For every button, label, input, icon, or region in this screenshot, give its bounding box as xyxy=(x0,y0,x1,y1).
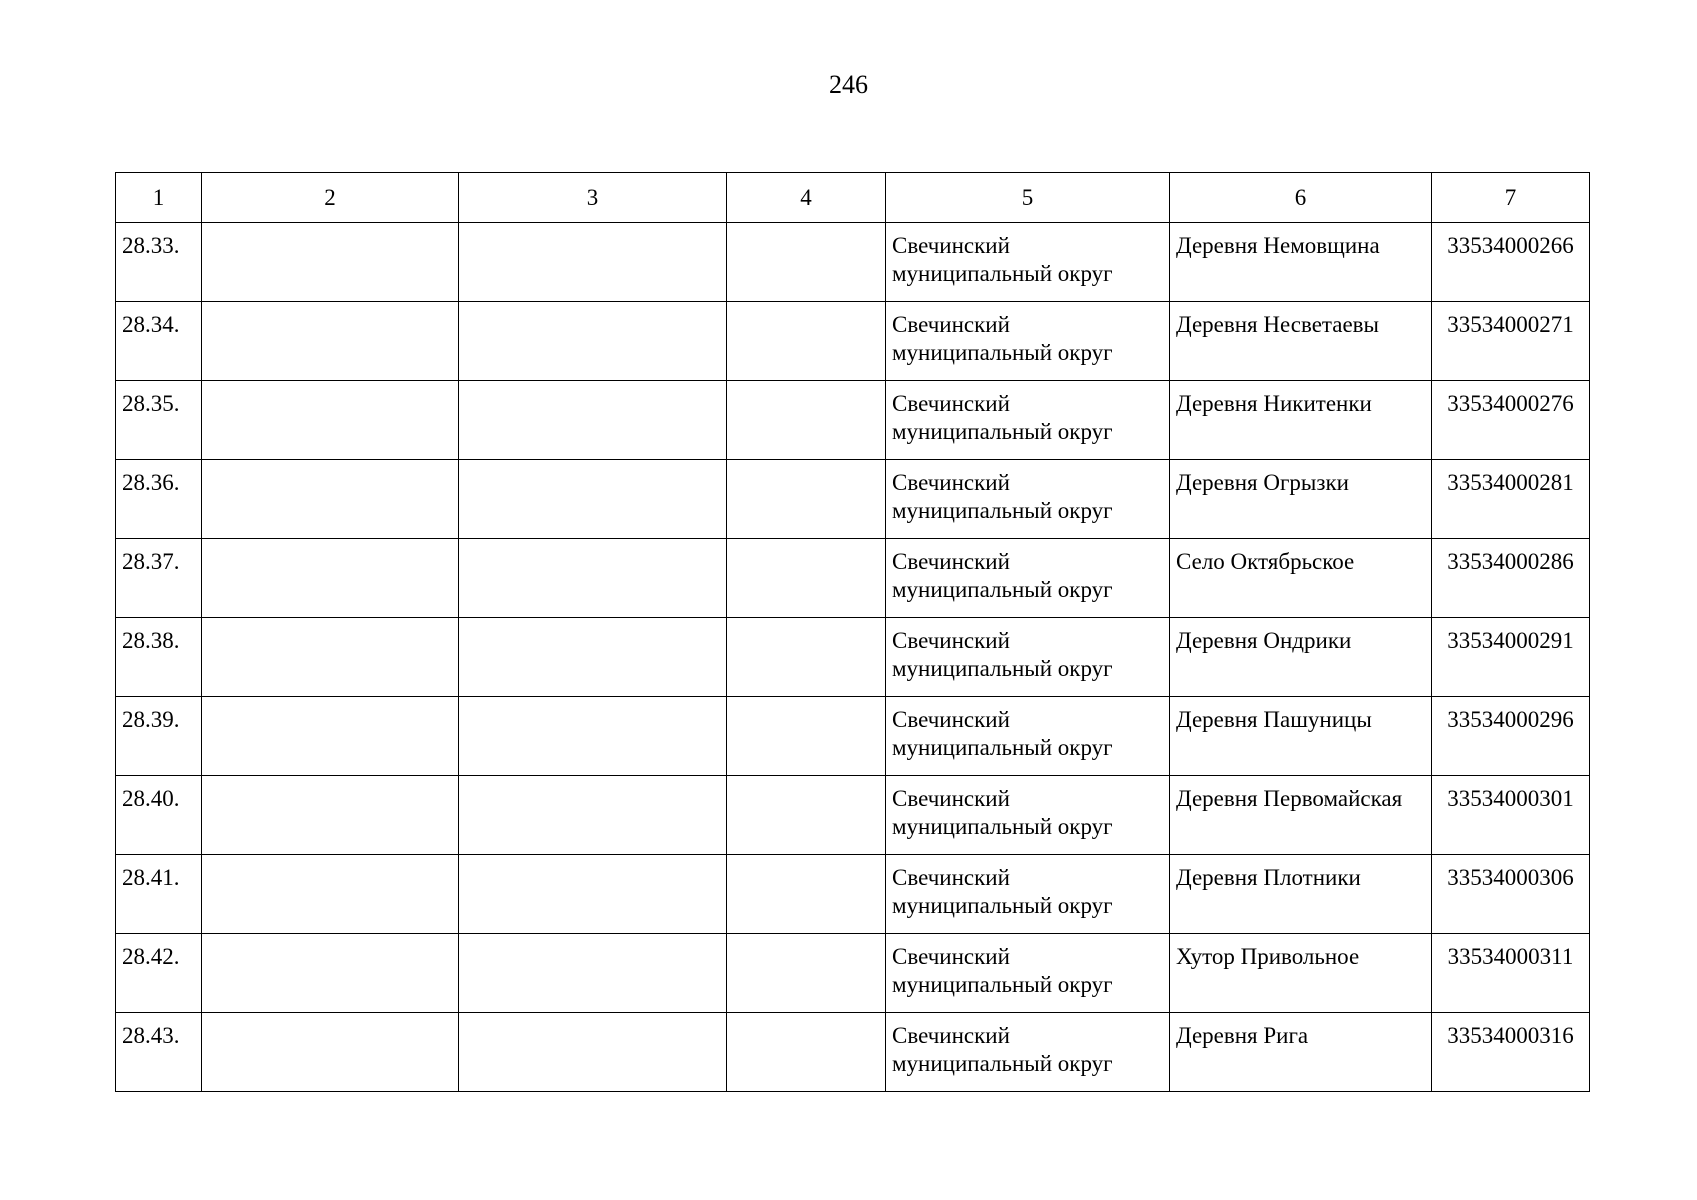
district-cell: Свечинский муниципальный округ xyxy=(886,697,1170,776)
empty-cell xyxy=(727,934,886,1013)
district-cell: Свечинский муниципальный округ xyxy=(886,1013,1170,1092)
empty-cell xyxy=(202,776,459,855)
empty-cell xyxy=(202,460,459,539)
empty-cell xyxy=(727,1013,886,1092)
column-header: 3 xyxy=(459,173,727,223)
table-row xyxy=(116,1013,1590,1092)
table-row xyxy=(116,460,1590,539)
table-row xyxy=(116,934,1590,1013)
table-row xyxy=(116,776,1590,855)
row-number-cell: 28.38. xyxy=(116,618,202,697)
district-cell: Свечинский муниципальный округ xyxy=(886,776,1170,855)
table-row xyxy=(116,855,1590,934)
empty-cell xyxy=(727,697,886,776)
empty-cell xyxy=(202,539,459,618)
empty-cell xyxy=(459,539,727,618)
row-number-cell: 28.39. xyxy=(116,697,202,776)
row-number-cell: 28.33. xyxy=(116,223,202,302)
table-row xyxy=(116,302,1590,381)
code-cell: 33534000276 xyxy=(1432,381,1590,460)
settlement-cell: Деревня Первомайская xyxy=(1170,776,1432,855)
settlement-cell: Деревня Ондрики xyxy=(1170,618,1432,697)
table-row xyxy=(116,618,1590,697)
empty-cell xyxy=(727,776,886,855)
empty-cell xyxy=(202,223,459,302)
empty-cell xyxy=(202,381,459,460)
empty-cell xyxy=(459,1013,727,1092)
settlement-cell: Деревня Пашуницы xyxy=(1170,697,1432,776)
column-header: 4 xyxy=(727,173,886,223)
settlements-table xyxy=(115,172,1590,1092)
code-cell: 33534000296 xyxy=(1432,697,1590,776)
code-cell: 33534000266 xyxy=(1432,223,1590,302)
code-cell: 33534000291 xyxy=(1432,618,1590,697)
row-number-cell: 28.41. xyxy=(116,855,202,934)
column-header: 6 xyxy=(1170,173,1432,223)
row-number-cell: 28.35. xyxy=(116,381,202,460)
code-cell: 33534000311 xyxy=(1432,934,1590,1013)
table-row xyxy=(116,381,1590,460)
code-cell: 33534000306 xyxy=(1432,855,1590,934)
row-number-cell: 28.36. xyxy=(116,460,202,539)
empty-cell xyxy=(459,460,727,539)
empty-cell xyxy=(727,381,886,460)
table-body xyxy=(116,223,1590,1092)
table-row xyxy=(116,697,1590,776)
empty-cell xyxy=(459,776,727,855)
empty-cell xyxy=(727,618,886,697)
empty-cell xyxy=(459,302,727,381)
empty-cell xyxy=(459,855,727,934)
column-header: 2 xyxy=(202,173,459,223)
empty-cell xyxy=(202,1013,459,1092)
row-number-cell: 28.40. xyxy=(116,776,202,855)
empty-cell xyxy=(202,302,459,381)
district-cell: Свечинский муниципальный округ xyxy=(886,618,1170,697)
code-cell: 33534000281 xyxy=(1432,460,1590,539)
district-cell: Свечинский муниципальный округ xyxy=(886,223,1170,302)
settlement-cell: Деревня Огрызки xyxy=(1170,460,1432,539)
page-number: 246 xyxy=(829,70,868,99)
empty-cell xyxy=(727,302,886,381)
empty-cell xyxy=(727,223,886,302)
row-number-cell: 28.37. xyxy=(116,539,202,618)
empty-cell xyxy=(202,855,459,934)
empty-cell xyxy=(459,381,727,460)
column-header: 1 xyxy=(116,173,202,223)
empty-cell xyxy=(459,934,727,1013)
district-cell: Свечинский муниципальный округ xyxy=(886,381,1170,460)
empty-cell xyxy=(459,618,727,697)
empty-cell xyxy=(727,460,886,539)
row-number-cell: 28.42. xyxy=(116,934,202,1013)
empty-cell xyxy=(727,539,886,618)
settlement-cell: Деревня Плотники xyxy=(1170,855,1432,934)
district-cell: Свечинский муниципальный округ xyxy=(886,539,1170,618)
district-cell: Свечинский муниципальный округ xyxy=(886,855,1170,934)
district-cell: Свечинский муниципальный округ xyxy=(886,302,1170,381)
row-number-cell: 28.34. xyxy=(116,302,202,381)
settlement-cell: Деревня Несветаевы xyxy=(1170,302,1432,381)
empty-cell xyxy=(202,934,459,1013)
table-row xyxy=(116,223,1590,302)
table-row xyxy=(116,539,1590,618)
settlement-cell: Село Октябрьское xyxy=(1170,539,1432,618)
empty-cell xyxy=(202,697,459,776)
district-cell: Свечинский муниципальный округ xyxy=(886,934,1170,1013)
settlement-cell: Деревня Немовщина xyxy=(1170,223,1432,302)
settlement-cell: Деревня Никитенки xyxy=(1170,381,1432,460)
code-cell: 33534000271 xyxy=(1432,302,1590,381)
column-header: 7 xyxy=(1432,173,1590,223)
district-cell: Свечинский муниципальный округ xyxy=(886,460,1170,539)
empty-cell xyxy=(202,618,459,697)
empty-cell xyxy=(727,855,886,934)
empty-cell xyxy=(459,223,727,302)
table-header-row xyxy=(116,173,1590,223)
settlement-cell: Деревня Рига xyxy=(1170,1013,1432,1092)
settlement-cell: Хутор Привольное xyxy=(1170,934,1432,1013)
empty-cell xyxy=(459,697,727,776)
code-cell: 33534000301 xyxy=(1432,776,1590,855)
code-cell: 33534000286 xyxy=(1432,539,1590,618)
row-number-cell: 28.43. xyxy=(116,1013,202,1092)
code-cell: 33534000316 xyxy=(1432,1013,1590,1092)
column-header: 5 xyxy=(886,173,1170,223)
